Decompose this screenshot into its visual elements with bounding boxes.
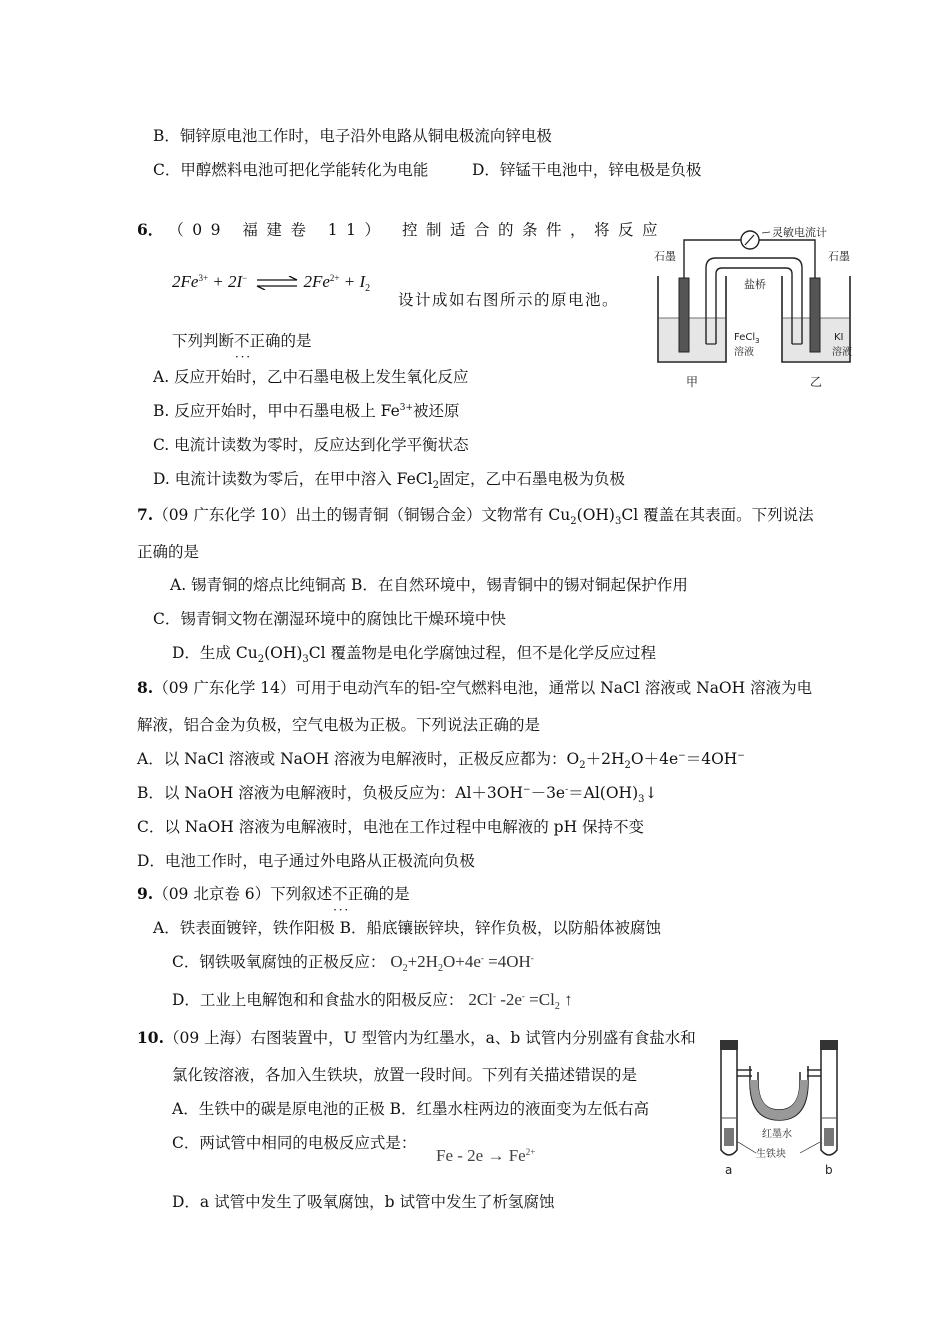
q9-c-fsub2: 2	[437, 963, 443, 974]
q9-c-f1: O	[390, 952, 403, 971]
q6-formula-tail-sub: 2	[365, 283, 371, 294]
left-beaker-label: 甲	[686, 375, 699, 389]
q6-option-c: C. 电流计读数为零时，反应达到化学平衡状态	[153, 436, 469, 454]
graphite-electrode-left	[679, 278, 689, 352]
q10-formula-sup: 2+	[525, 1147, 536, 1157]
q8-option-a-end-sup: −	[737, 751, 745, 761]
q6-formula-left: 2Fe	[172, 272, 199, 291]
q9-c-fsub1: 2	[402, 963, 408, 974]
q8-option-a-pre: A．以 NaCl 溶液或 NaOH 溶液为电解液时，正极反应都为：O	[137, 750, 580, 768]
q7-option-d-sub2: 3	[302, 654, 309, 665]
q7-line1-sub1: 2	[570, 516, 577, 527]
q9-stem	[137, 884, 410, 904]
q8-line1	[137, 678, 812, 698]
stopper-right	[820, 1040, 838, 1050]
q9-c-f4: =4OH	[483, 952, 531, 971]
q6-option-d-post: 固定，乙中石墨电极为负极	[438, 470, 625, 488]
right-solution-label-1: KI	[834, 332, 844, 343]
q9-d-f2: -2e	[495, 990, 522, 1009]
q6-option-d-sub: 2	[432, 480, 439, 491]
graphite-electrode-right	[810, 278, 820, 352]
q9-d-f1: 2Cl	[468, 990, 493, 1009]
q8-option-a-sup: −	[678, 751, 686, 761]
q6-stem	[172, 331, 312, 351]
q8-option-a-sub2: 2	[624, 760, 631, 771]
q8-option-b-sup2: -	[565, 785, 569, 795]
galvanic-cell-diagram	[650, 218, 866, 394]
q8-number: 8.	[137, 678, 154, 697]
q9-c-fsup2: -	[530, 953, 534, 963]
q9-option-ab: A．铁表面镀锌，铁作阳极 B．船底镶嵌锌块，锌作负极，以防船体被腐蚀	[153, 919, 662, 937]
q6-formula-mid: + 2I	[208, 272, 243, 291]
q7-line1-mid: (OH)	[576, 506, 615, 524]
q6-option-b-post: 被还原	[413, 402, 460, 420]
q8-option-a-post: O＋4e	[630, 750, 679, 768]
q7-option-d-mid: (OH)	[264, 644, 303, 662]
q9-stem-post: 的是	[378, 885, 410, 903]
tube-a-label: a	[725, 1163, 733, 1177]
q9-option-c-pre: C．钢铁吸氧腐蚀的正极反应：	[172, 953, 386, 971]
q8-option-b-end: ↓	[644, 784, 658, 802]
q7-line1	[137, 505, 814, 528]
q7-option-d-sub1: 2	[257, 654, 265, 665]
q8-option-d: D．电池工作时，电子通过外电路从正极流向负极	[137, 852, 475, 870]
iron-block-label: 生铁块	[756, 1149, 786, 1160]
q7-option-c: C．锡青铜文物在潮湿环境中的腐蚀比干燥环境中快	[153, 610, 506, 628]
q7-line2: 正确的是	[137, 543, 200, 561]
q8-option-b-pre: B．以 NaOH 溶液为电解液时，负极反应为：Al＋3OH	[137, 784, 524, 802]
q9-d-f3: =Cl	[524, 990, 555, 1009]
q6-source: （09 福建卷 11） 控制适合的条件，将反应	[168, 221, 666, 239]
q6-option-b-sup: 3+	[399, 403, 414, 413]
q6-formula	[172, 272, 370, 292]
q7-option-ab: A. 锡青铜的熔点比纯铜高 B．在自然环境中，锡青铜中的锡对铜起保护作用	[170, 576, 688, 594]
iron-block-right	[824, 1128, 834, 1146]
q9-c-f2: +2H	[407, 952, 438, 971]
q8-option-b-sub: 3	[638, 794, 645, 805]
q6-formula-right: 2Fe	[303, 272, 330, 291]
prev-option-d: D．锌锰干电池中，锌电极是负极	[472, 161, 702, 179]
q7-option-d	[172, 643, 656, 666]
q6-header	[137, 220, 666, 240]
q8-option-b-post: ＝Al(OH)	[568, 784, 639, 802]
red-ink-label: 红墨水	[762, 1129, 792, 1140]
q9-d-f4: ↑	[559, 990, 573, 1009]
q6-formula-right-sup: 2+	[329, 273, 340, 283]
q7-option-d-pre: D．生成 Cu	[172, 644, 258, 662]
q10-formula	[436, 1146, 535, 1166]
prev-option-c: C．甲醇燃料电池可把化学能转化为电能	[153, 161, 429, 179]
q7-line1-post: Cl 覆盖在其表面。下列说法	[621, 506, 814, 524]
q10-option-d: D．a 试管中发生了吸氧腐蚀，b 试管中发生了析氢腐蚀	[172, 1193, 555, 1211]
q7-line1-sub2: 3	[614, 516, 622, 527]
left-electrode-label: 石墨	[654, 250, 676, 263]
right-beaker-label: 乙	[810, 375, 823, 389]
tube-b-label: b	[825, 1163, 833, 1177]
q6-stem-post: 的是	[280, 332, 312, 350]
q6-formula-tail: + I	[339, 272, 366, 291]
q10-line2: 氯化铵溶液，各加入生铁块，放置一段时间。下列有关描述错误的是	[172, 1066, 638, 1084]
q10-number: 10.	[137, 1028, 164, 1047]
q8-line1-text: （09 广东化学 14）可用于电动汽车的铝-空气燃料电池，通常以 NaCl 溶液或 NaOH 溶液为电	[153, 679, 813, 697]
q6-after-formula: 设计成如右图所示的原电池。	[398, 291, 620, 309]
q7-number: 7.	[137, 505, 154, 524]
left-solution-label-2: 溶液	[734, 347, 754, 358]
q6-stem-emph: 不正确 · · ·	[234, 332, 281, 350]
q9-d-fsup2: -	[521, 991, 525, 1001]
right-electrode-label: 石墨	[828, 250, 850, 263]
q8-option-a	[137, 749, 745, 772]
q10-line1	[137, 1028, 696, 1048]
stopper-left	[720, 1040, 738, 1050]
q9-c-fsup: -	[480, 953, 484, 963]
q7-line1-pre: （09 广东化学 10）出土的锡青铜（铜锡合金）文物常有 Cu	[153, 506, 571, 524]
q9-option-c	[172, 952, 534, 975]
q9-c-f3: O+4e	[442, 952, 481, 971]
q10-option-c: C．两试管中相同的电极反应式是：	[172, 1134, 417, 1152]
q9-number: 9.	[137, 884, 154, 903]
q6-option-b-pre: B. 反应开始时，甲中石墨电极上 Fe	[153, 402, 400, 420]
q9-option-d-pre: D．工业上电解饱和和食盐水的阳极反应：	[172, 991, 464, 1009]
q9-option-d-formula	[468, 990, 573, 1012]
q9-stem-pre: （09 北京卷 6）下列叙述	[153, 885, 333, 903]
q9-option-c-formula	[390, 952, 534, 974]
q10-line1-text: （09 上海）右图装置中，U 型管内为红墨水，a、b 试管内分别盛有食盐水和	[163, 1029, 696, 1047]
q6-option-d-pre: D. 电流计读数为零后，在甲中溶入 FeCl	[153, 470, 433, 488]
left-solution-label-1: FeCl$_3$	[734, 332, 760, 345]
q8-option-b-sup1: −	[523, 785, 531, 795]
q10-formula-text: Fe - 2e → Fe	[436, 1146, 526, 1165]
q9-stem-emph: 不正确 · · ·	[332, 885, 379, 903]
q6-number: 6．	[137, 220, 164, 239]
q9-d-fsub: 2	[554, 1001, 560, 1012]
right-solution-label-2: 溶液	[832, 347, 852, 358]
q10-option-ab: A．生铁中的碳是原电池的正极 B．红墨水柱两边的液面变为左低右高	[172, 1100, 650, 1118]
q6-option-b	[153, 401, 460, 424]
q8-option-a-end: ＝4OH	[685, 750, 738, 768]
q6-option-a: A. 反应开始时，乙中石墨电极上发生氧化反应	[153, 368, 469, 386]
u-tube-diagram	[712, 1032, 848, 1178]
meter-label: 灵敏电流计	[772, 226, 827, 239]
q8-option-b	[137, 783, 658, 806]
q9-option-d	[172, 990, 573, 1013]
q9-d-fsup1: -	[492, 991, 496, 1001]
salt-bridge-label: 盐桥	[744, 278, 766, 291]
q6-formula-left-sup: 3+	[198, 273, 209, 283]
q6-formula-mid-sup: −	[242, 273, 248, 283]
q7-option-d-post: Cl 覆盖物是电化学腐蚀过程，但不是化学反应过程	[308, 644, 657, 662]
q8-option-b-mid: －3e	[530, 784, 566, 802]
q8-option-a-sub1: 2	[579, 760, 586, 771]
q6-stem-pre: 下列判断	[172, 332, 235, 350]
q8-line2: 解液，铝合金为负极，空气电极为正极。下列说法正确的是	[137, 716, 541, 734]
q8-option-c: C．以 NaOH 溶液为电解液时，电池在工作过程中电解液的 pH 保持不变	[137, 818, 645, 836]
iron-block-left	[724, 1128, 734, 1146]
q8-option-a-mid: ＋2H	[585, 750, 625, 768]
prev-option-b: B．铜锌原电池工作时，电子沿外电路从铜电极流向锌电极	[153, 127, 552, 145]
equilibrium-arrow-icon	[255, 276, 299, 290]
q6-option-d	[153, 469, 625, 492]
